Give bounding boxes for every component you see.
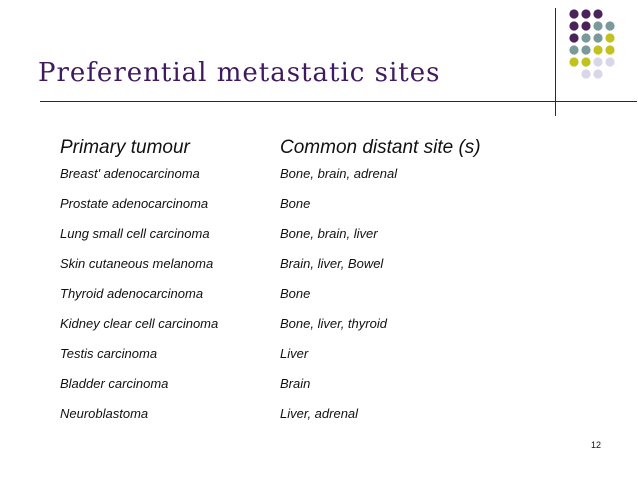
decorative-dot: [605, 33, 614, 42]
decorative-dot: [581, 69, 590, 78]
table-row: [0, 286, 638, 316]
primary-tumour-cell: Kidney clear cell carcinoma: [60, 316, 219, 331]
decorative-dot: [581, 45, 590, 54]
table-row: [0, 226, 638, 256]
table-row: [0, 376, 638, 406]
decorative-dot: [569, 9, 578, 18]
table-row: [0, 166, 638, 196]
vertical-rule: [555, 8, 556, 116]
decorative-dot: [593, 45, 602, 54]
decorative-dot: [593, 21, 602, 30]
distant-site-cell: Bone, brain, adrenal: [280, 166, 398, 181]
distant-site-cell: Bone, liver, thyroid: [280, 316, 387, 331]
decorative-dot: [593, 57, 602, 66]
distant-site-cell: Bone, brain, liver: [280, 226, 378, 241]
decorative-dot: [605, 57, 614, 66]
page-number: 12: [591, 440, 602, 450]
table-row: [0, 346, 638, 376]
slide-title: Preferential metastatic sites: [38, 58, 441, 88]
table-row: [0, 316, 638, 346]
distant-site-cell: Bone: [280, 286, 311, 301]
decorative-dot: [569, 33, 578, 42]
header-primary-tumour: Primary tumour: [60, 137, 190, 158]
decorative-dot: [569, 57, 578, 66]
decorative-dot: [593, 33, 602, 42]
decorative-dot: [593, 69, 602, 78]
table-row: [0, 406, 638, 436]
decorative-dot: [605, 21, 614, 30]
decorative-dot: [581, 33, 590, 42]
primary-tumour-cell: Prostate adenocarcinoma: [60, 196, 209, 211]
distant-site-cell: Bone: [280, 196, 311, 211]
primary-tumour-cell: Neuroblastoma: [60, 406, 149, 421]
decorative-dot: [569, 21, 578, 30]
distant-site-cell: Brain, liver, Bowel: [280, 256, 384, 271]
distant-site-cell: Liver, adrenal: [280, 406, 359, 421]
distant-site-cell: Brain: [280, 376, 311, 391]
decorative-dot: [605, 45, 614, 54]
decorative-dot: [593, 9, 602, 18]
table-row: [0, 256, 638, 286]
primary-tumour-cell: Breast' adenocarcinoma: [60, 166, 200, 181]
decorative-dot: [581, 9, 590, 18]
primary-tumour-cell: Testis carcinoma: [60, 346, 158, 361]
primary-tumour-cell: Thyroid adenocarcinoma: [60, 286, 204, 301]
primary-tumour-cell: Lung small cell carcinoma: [60, 226, 210, 241]
header-distant-sites: Common distant site (s): [280, 137, 481, 158]
primary-tumour-cell: Skin cutaneous melanoma: [60, 256, 214, 271]
decorative-dot: [581, 21, 590, 30]
distant-site-cell: Liver: [280, 346, 309, 361]
metastasis-table: [0, 166, 638, 436]
table-row: [0, 196, 638, 226]
decorative-dot: [569, 45, 578, 54]
title-underline-rule: [40, 101, 637, 102]
primary-tumour-cell: Bladder carcinoma: [60, 376, 169, 391]
decorative-dot: [581, 57, 590, 66]
